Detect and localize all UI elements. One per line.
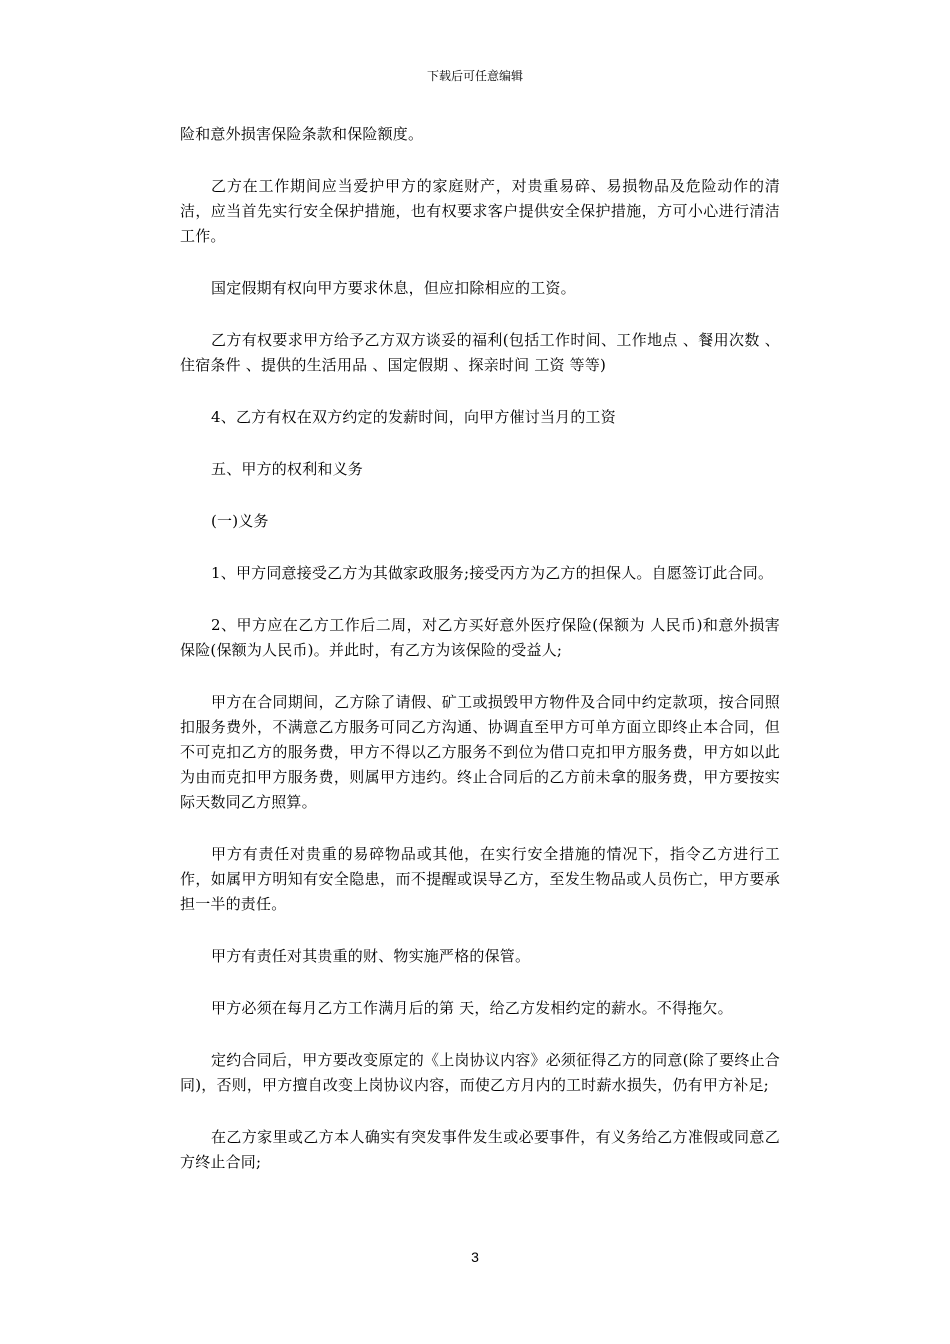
paragraph-accept-service: 1、甲方同意接受乙方为其做家政服务;接受丙方为乙方的担保人。自愿签订此合同。 — [211, 564, 774, 582]
paragraph-property-care: 乙方在工作期间应当爱护甲方的家庭财产，对贵重易碎、易损物品及危险动作的清洁，应当首先实行安全保护措施，也有权要求客户提供安全保护措施，方可小心进行清洁工作。 — [180, 177, 780, 245]
paragraph-buy-insurance: 2、甲方应在乙方工作后二周，对乙方买好意外医疗保险(保额为 人民币)和意外损害保险(保额为人民币)。并此时，有乙方为该保险的受益人; — [180, 616, 780, 659]
paragraph-emergency-leave: 在乙方家里或乙方本人确实有突发事件发生或必要事件，有义务给乙方准假或同意乙方终止合同; — [180, 1128, 780, 1171]
page-header: 下载后可任意编辑 — [426, 69, 523, 83]
paragraph-agreement-changes: 定约合同后，甲方要改变原定的《上岗协议内容》必须征得乙方的同意(除了要终止合同)，否则，甲方擅自改变上岗协议内容，而使乙方月内的工时薪水损失，仍有甲方补足; — [180, 1051, 780, 1094]
paragraph-monthly-salary: 甲方必须在每月乙方工作满月后的第 天，给乙方发相约定的薪水。不得拖欠。 — [211, 999, 733, 1017]
paragraph-benefits: 乙方有权要求甲方给予乙方双方谈妥的福利(包括工作时间、工作地点 、餐用次数 、住宿条件 、提供的生活用品 、国定假期 、探亲时间 工资 等等) — [180, 331, 780, 374]
paragraph-holiday-rest: 国定假期有权向甲方要求休息，但应扣除相应的工资。 — [211, 279, 576, 297]
document-body — [180, 122, 780, 1202]
paragraph-fragile-items: 甲方有责任对贵重的易碎物品或其他，在实行安全措施的情况下，指令乙方进行工作，如属甲方明知有安全隐患，而不提醒或误导乙方，至发生物品或人员伤亡，甲方要承担一半的责任。 — [180, 845, 780, 913]
paragraph-service-fee: 甲方在合同期间，乙方除了请假、矿工或损毁甲方物件及合同中约定款项，按合同照扣服务费外，不满意乙方服务可同乙方沟通、协调直至甲方可单方面立即终止本合同，但不可克扣乙方的服务费，甲方不得以乙方服务不到位为借口克扣甲方服务费，甲方如以此为由而克扣甲方服务费，则属甲方违约。终止合同后的乙方前未拿的服务费，甲方要按实际天数同乙方照算。 — [180, 693, 780, 811]
subsection-heading-obligations: (一)义务 — [211, 512, 269, 530]
section-heading-party-a-rights: 五、甲方的权利和义务 — [211, 460, 364, 478]
paragraph-insurance-terms: 险和意外损害保险条款和保险额度。 — [180, 125, 424, 143]
page-number: 3 — [471, 1249, 479, 1265]
paragraph-valuables-custody: 甲方有责任对其贵重的财、物实施严格的保管。 — [211, 947, 531, 965]
paragraph-wage-claim: 4、乙方有权在双方约定的发薪时间，向甲方催讨当月的工资 — [211, 408, 616, 426]
